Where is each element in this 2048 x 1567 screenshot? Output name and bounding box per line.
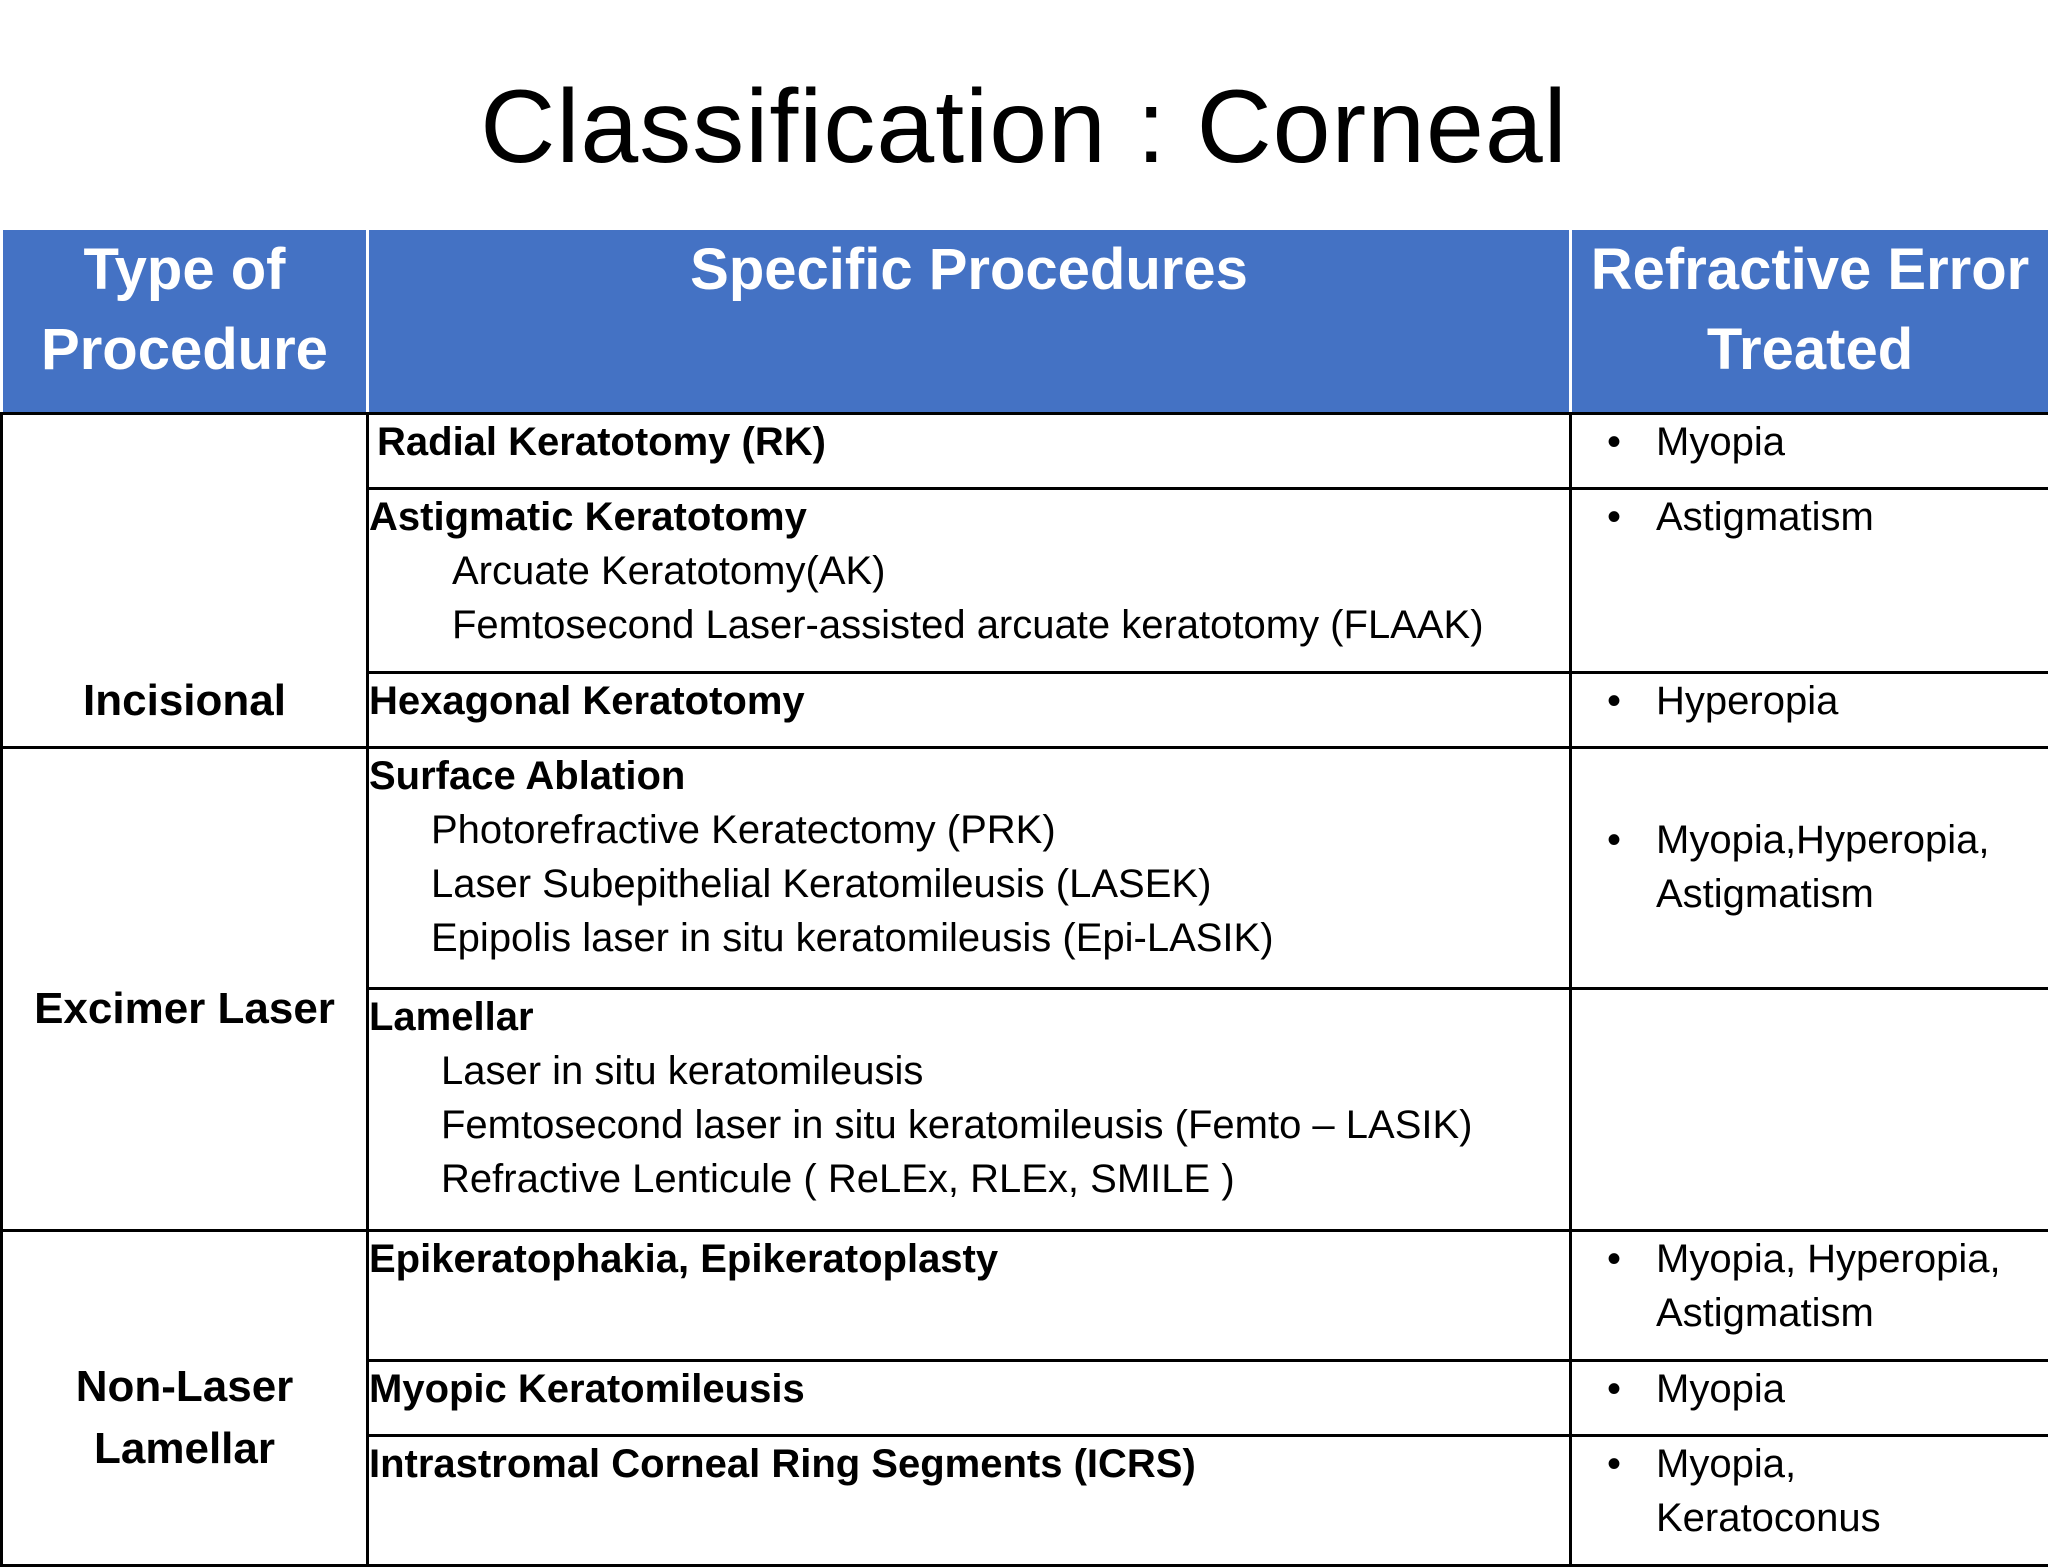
procedure-cell xyxy=(368,414,1571,489)
procedure-title: Radial Keratotomy (RK) xyxy=(369,415,1569,469)
procedure-title: Intrastromal Corneal Ring Segments (ICRS) xyxy=(369,1437,1569,1491)
group-excimer-laser: Excimer Laser xyxy=(2,748,368,1231)
error-text: Myopia, xyxy=(1656,1437,2048,1491)
table-row xyxy=(2,414,2048,489)
slide-title: Classification : Corneal xyxy=(0,62,2048,192)
classification-table xyxy=(0,227,2048,1567)
table-row xyxy=(2,748,2048,989)
procedure-subitem: Refractive Lenticule ( ReLEx, RLEx, SMILE ) xyxy=(369,1152,1569,1206)
error-text: Astigmatism xyxy=(1572,1286,2048,1340)
error-cell xyxy=(1571,414,2048,489)
procedure-title: Lamellar xyxy=(369,990,1569,1044)
procedure-subitem: Photorefractive Keratectomy (PRK) xyxy=(369,803,1569,857)
procedure-subitem: Laser in situ keratomileusis xyxy=(369,1044,1569,1098)
procedure-cell xyxy=(368,1231,1571,1361)
procedure-subitem: Epipolis laser in situ keratomileusis (Epi-LASIK) xyxy=(369,911,1569,965)
error-cell xyxy=(1571,489,2048,673)
header-row xyxy=(2,229,2048,414)
procedure-cell xyxy=(368,748,1571,989)
header-refractive-error: Refractive Error Treated xyxy=(1571,229,2048,414)
procedure-cell xyxy=(368,1361,1571,1436)
procedure-title: Hexagonal Keratotomy xyxy=(369,674,1569,728)
bullet-icon: • xyxy=(1572,490,1656,544)
error-text: Myopia,Hyperopia, xyxy=(1656,813,2048,867)
procedure-subitem: Femtosecond laser in situ keratomileusis (Femto – LASIK) xyxy=(369,1098,1569,1152)
header-type-of-procedure: Type of Procedure xyxy=(2,229,368,414)
bullet-icon: • xyxy=(1572,674,1656,728)
bullet-icon: • xyxy=(1572,1232,1656,1286)
error-cell xyxy=(1571,1436,2048,1566)
error-text: Astigmatism xyxy=(1572,867,2048,921)
error-cell-empty xyxy=(1571,989,2048,1231)
error-cell xyxy=(1571,1231,2048,1361)
procedure-title: Epikeratophakia, Epikeratoplasty xyxy=(369,1232,1569,1286)
bullet-icon: • xyxy=(1572,1437,1656,1491)
procedure-subitem: Femtosecond Laser-assisted arcuate keratotomy (FLAAK) xyxy=(369,598,1569,652)
error-text: Myopia, Hyperopia, xyxy=(1656,1232,2048,1286)
error-text: Myopia xyxy=(1656,1362,2048,1416)
procedure-cell xyxy=(368,673,1571,748)
procedure-subitem: Laser Subepithelial Keratomileusis (LASEK) xyxy=(369,857,1569,911)
procedure-cell xyxy=(368,989,1571,1231)
error-text: Myopia xyxy=(1656,415,2048,469)
error-cell xyxy=(1571,748,2048,989)
group-incisional: Incisional xyxy=(2,414,368,748)
table-row xyxy=(2,1231,2048,1361)
bullet-icon: • xyxy=(1572,813,1656,867)
procedure-cell xyxy=(368,1436,1571,1566)
error-text: Keratoconus xyxy=(1572,1491,2048,1545)
procedure-title: Surface Ablation xyxy=(369,749,1569,803)
procedure-title: Myopic Keratomileusis xyxy=(369,1362,1569,1416)
error-cell xyxy=(1571,673,2048,748)
procedure-subitem: Arcuate Keratotomy(AK) xyxy=(369,544,1569,598)
bullet-icon: • xyxy=(1572,415,1656,469)
bullet-icon: • xyxy=(1572,1362,1656,1416)
procedure-title: Astigmatic Keratotomy xyxy=(369,490,1569,544)
header-specific-procedures: Specific Procedures xyxy=(368,229,1571,414)
error-cell xyxy=(1571,1361,2048,1436)
procedure-cell xyxy=(368,489,1571,673)
error-text: Hyperopia xyxy=(1656,674,2048,728)
group-non-laser-lamellar: Non-Laser Lamellar xyxy=(2,1231,368,1566)
error-text: Astigmatism xyxy=(1656,490,2048,544)
